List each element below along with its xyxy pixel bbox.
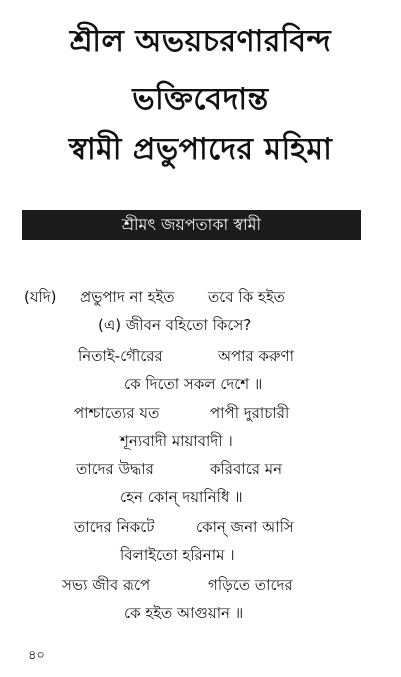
page-number: ৪০ (28, 648, 45, 663)
verse-line-11-part-a: সভ্য জীব রূপে (62, 576, 151, 594)
verse-line-7-part-b: করিবারে মন (210, 460, 283, 478)
verse-line-3-part-b: অপার করুণা (218, 347, 294, 365)
verse-line-7-part-a: তাদের উদ্ধার (76, 460, 154, 478)
verse-line-12-text: কে হইত আগুয়ান ॥ (124, 604, 244, 622)
verse-line-1-prefix: (যদি) (24, 288, 57, 306)
verse-line-4-text: কে দিতো সকল দেশে ॥ (124, 375, 263, 393)
verse-line-9-part-a: তাদের নিকটে (74, 518, 155, 536)
title-line-1: শ্রীল অভয়চরণারবিন্দ (69, 24, 332, 59)
verse-line-11-part-b: গড়িতে তাদের (208, 576, 293, 594)
title-line-3: স্বামী প্রভুপাদের মহিমা (68, 132, 333, 167)
author-banner: শ্রীমৎ জয়পতাকা স্বামী (22, 210, 361, 240)
verse-line-5-part-b: পাপী দুরাচারী (210, 404, 290, 422)
verse-line-1-part-b: তবে কি হইত (208, 288, 285, 306)
verse-line-5-part-a: পাশ্চাত্যের যত (74, 404, 160, 422)
verse-line-10-text: বিলাইতো হরিনাম । (120, 546, 235, 564)
verse-line-9-part-b: কোন্‌ জনা আসি (196, 518, 294, 536)
verse-line-1-part-a: প্রভুপাদ না হইত (80, 288, 175, 306)
verse-line-2-text: (এ) জীবন বহিতো কিসে? (98, 316, 252, 334)
verse-line-8-text: হেন কোন্‌ দয়ানিধি ॥ (120, 488, 243, 506)
title-line-2: ভক্তিবেদান্ত (132, 82, 269, 117)
verse-line-6-text: শূন্যবাদী মায়াবাদী । (120, 432, 233, 450)
verse-line-3-part-a: নিতাই-গৌরের (78, 347, 163, 365)
